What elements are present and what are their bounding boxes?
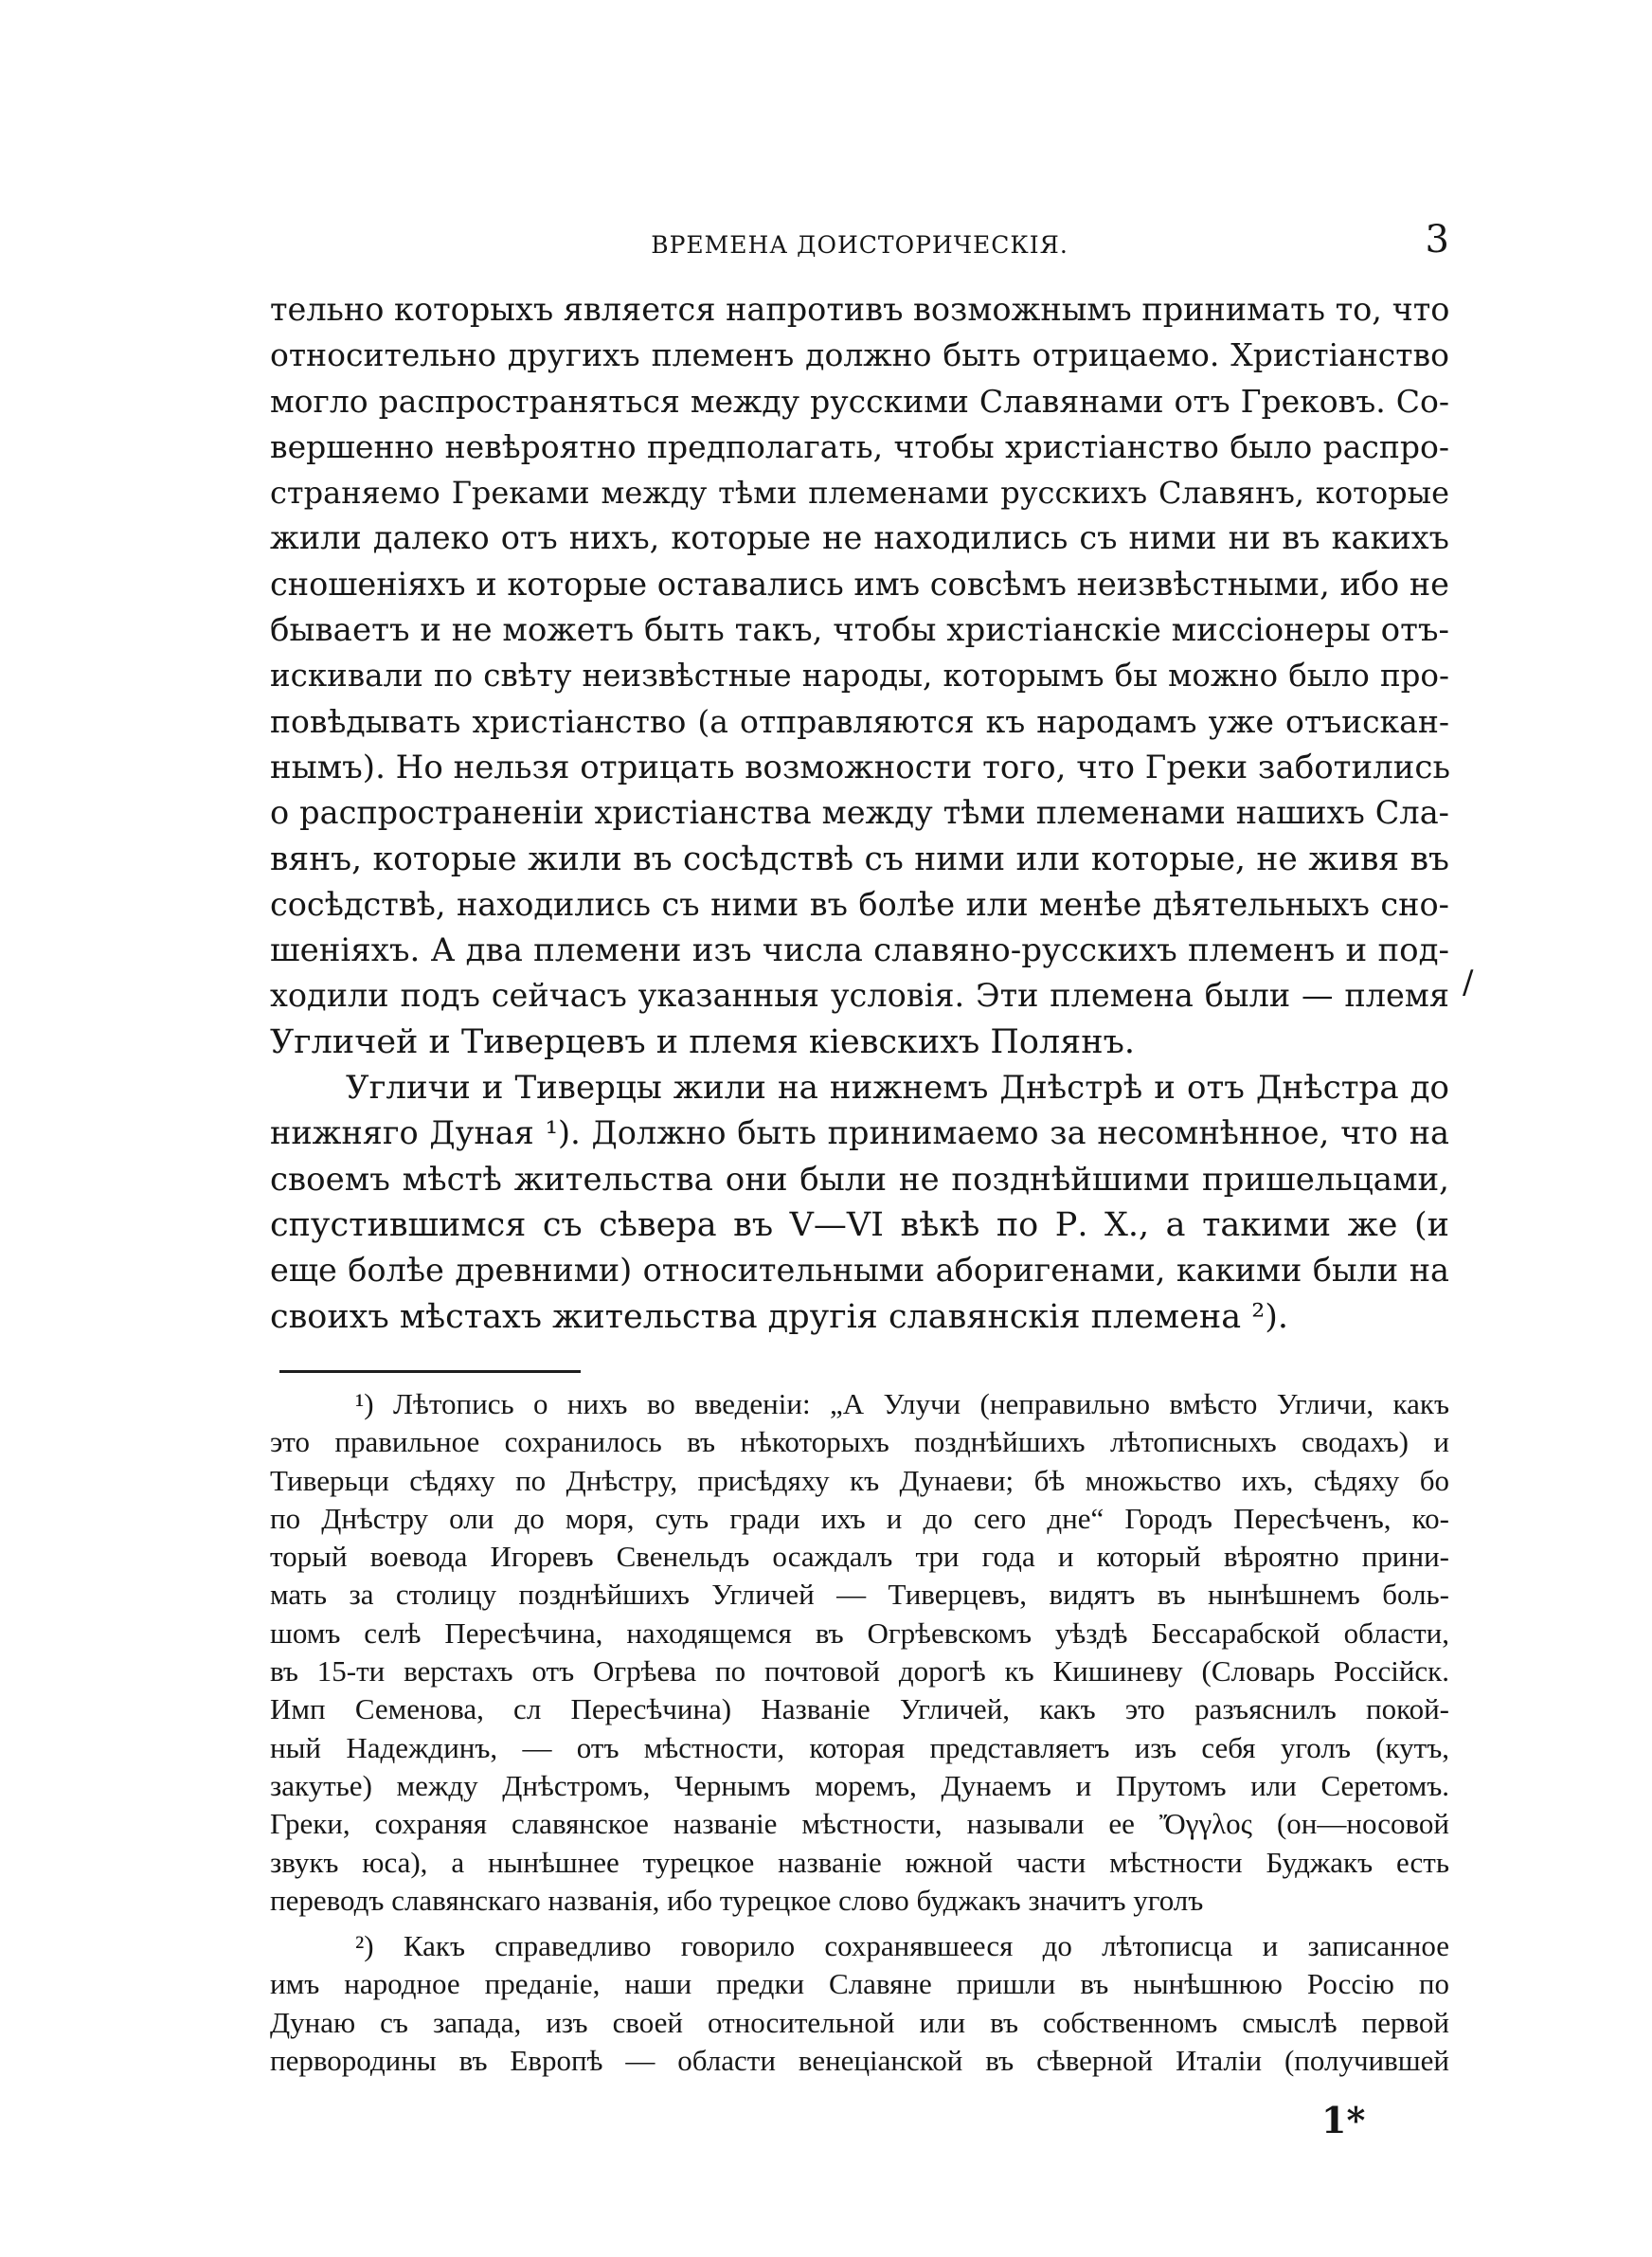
- text-line: спустившимся съ сѣвера въ V—VI вѣкѣ по Р. Х., а такими же (и: [270, 1205, 1449, 1244]
- text-line: могло распространяться между русскими Славянами отъ Грековъ. Со-: [270, 382, 1449, 420]
- footnote-line: шомъ селѣ Пересѣчина, находящемся въ Огрѣевскомъ уѣздѣ Бессарабской области,: [270, 1616, 1449, 1650]
- text-line: нымъ). Но нельзя отрицать возможности того, что Греки заботились: [270, 748, 1450, 786]
- footnote-line: ²) Какъ справедливо говорило сохранявшееся до лѣтописца и записанное: [355, 1929, 1449, 1963]
- footnote-line: звукъ юса), а нынѣшнее турецкое названіе южной части мѣстности Буджакъ есть: [270, 1845, 1449, 1879]
- footnote-line: Тиверьци сѣдяху по Днѣстру, присѣдяху къ Дунаеви; бѣ множьство ихъ, сѣдяху бо: [270, 1463, 1449, 1497]
- running-title: ВРЕМЕНА ДОИСТОРИЧЕСКІЯ.: [651, 231, 1068, 259]
- footnotes: [270, 1385, 1449, 2080]
- text-line: страняемо Греками между тѣми племенами русскихъ Славянъ, которые: [270, 475, 1449, 512]
- running-header: [270, 218, 1449, 265]
- text-line: о распространеніи христіанства между тѣми племенами нашихъ Сла-: [270, 794, 1449, 832]
- text-line: Угличей и Тиверцевъ и племя кіевскихъ Полянъ.: [270, 1022, 1135, 1061]
- text-line: бываетъ и не можетъ быть такъ, чтобы христіанскіе миссіонеры отъ-: [270, 611, 1449, 650]
- text-line: вершенно невѣроятно предполагать, чтобы христіанство было распро-: [270, 427, 1449, 465]
- text-line: шеніяхъ. А два племени изъ числа славяно-русскихъ племенъ и под-: [270, 931, 1449, 970]
- text-line: вянъ, которые жили въ сосѣдствѣ съ ними или которые, не живя въ: [270, 840, 1449, 878]
- text-line: сосѣдствѣ, находились съ ними въ болѣе или менѣе дѣятельныхъ сно-: [270, 885, 1449, 923]
- footnote-rule: [279, 1370, 581, 1373]
- text-line: искивали по свѣту неизвѣстные народы, которымъ бы можно было про-: [270, 658, 1449, 695]
- text-line: еще болѣе древними) относительными аборигенами, какими были на: [270, 1252, 1449, 1290]
- footnote-line: торый воевода Игоревъ Свенельдъ осаждалъ три года и который вѣроятно прини-: [270, 1540, 1449, 1574]
- footnote-line: въ 15-ти верстахъ отъ Огрѣева по почтовой дорогѣ къ Кишиневу (Словарь Россійск.: [270, 1654, 1449, 1688]
- footnote-line: закутье) между Днѣстромъ, Чернымъ моремъ, Дунаемъ и Прутомъ или Серетомъ.: [270, 1768, 1449, 1802]
- footnote-line: Дунаю съ запада, изъ своей относительной или въ собственномъ смыслѣ первой: [270, 2005, 1449, 2039]
- text-line: тельно которыхъ является напротивъ возможнымъ принимать то, что: [270, 291, 1450, 328]
- page-number: 3: [1425, 218, 1449, 262]
- footnote-line: переводъ славянскаго названія, ибо турецкое слово буджакъ значитъ уголъ: [270, 1883, 1204, 1917]
- main-text: [270, 287, 1449, 1340]
- margin-mark: /: [1463, 964, 1474, 1002]
- text-line: относительно другихъ племенъ должно быть отрицаемо. Христіанство: [270, 336, 1449, 374]
- text-line: повѣдывать христіанство (а отправляются къ народамъ уже отъискан-: [270, 702, 1449, 740]
- footnote-line: первородины въ Европѣ — области венеціанской въ сѣверной Италіи (получившей: [270, 2044, 1449, 2078]
- footnote-line: по Днѣстру оли до моря, суть гради ихъ и до сего дне“ Городъ Пересѣченъ, ко-: [270, 1501, 1449, 1535]
- text-line: сношеніяхъ и которые оставались имъ совсѣмъ неизвѣстными, ибо не: [270, 565, 1449, 603]
- footnote-line: Имп Семенова, сл Пересѣчина) Названіе Угличей, какъ это разъяснилъ покой-: [270, 1692, 1449, 1726]
- text-line: своихъ мѣстахъ жительства другія славянскія племена ²).: [270, 1297, 1289, 1336]
- text-line: нижняго Дуная ¹). Должно быть принимаемо за несомнѣнное, что на: [270, 1114, 1449, 1152]
- text-line: своемъ мѣстѣ жительства они были не позднѣйшими пришельцами,: [270, 1160, 1449, 1199]
- footnote-gap: [270, 1920, 1449, 1927]
- footnote-line: имъ народное преданіе, наши предки Славяне пришли въ нынѣшнюю Россію по: [270, 1967, 1449, 2001]
- footnote-line: мать за столицу позднѣйшихъ Угличей — Тиверцевъ, видятъ въ нынѣшнемъ боль-: [270, 1578, 1449, 1612]
- footnote-line: ¹) Лѣтопись о нихъ во введеніи: „А Улучи (неправильно вмѣсто Угличи, какъ: [355, 1387, 1449, 1420]
- footnote-line: Греки, сохраняя славянское названіе мѣстности, называли ее Ὄγγλος (он—носовой: [270, 1807, 1449, 1841]
- text-line: Угличи и Тиверцы жили на нижнемъ Днѣстрѣ и отъ Днѣстра до: [346, 1069, 1449, 1108]
- footnote-line: ный Надеждинъ, — отъ мѣстности, которая представляетъ изъ себя уголъ (кутъ,: [270, 1730, 1449, 1764]
- footnote-line: это правильное сохранилось въ нѣкоторыхъ позднѣйшихъ лѣтописныхъ сводахъ) и: [270, 1425, 1449, 1459]
- signature-mark: 1*: [1321, 2099, 1366, 2141]
- text-line: ходили подъ сейчасъ указанныя условія. Эти племена были — племя: [270, 977, 1449, 1015]
- text-line: жили далеко отъ нихъ, которые не находились съ ними ни въ какихъ: [270, 519, 1449, 557]
